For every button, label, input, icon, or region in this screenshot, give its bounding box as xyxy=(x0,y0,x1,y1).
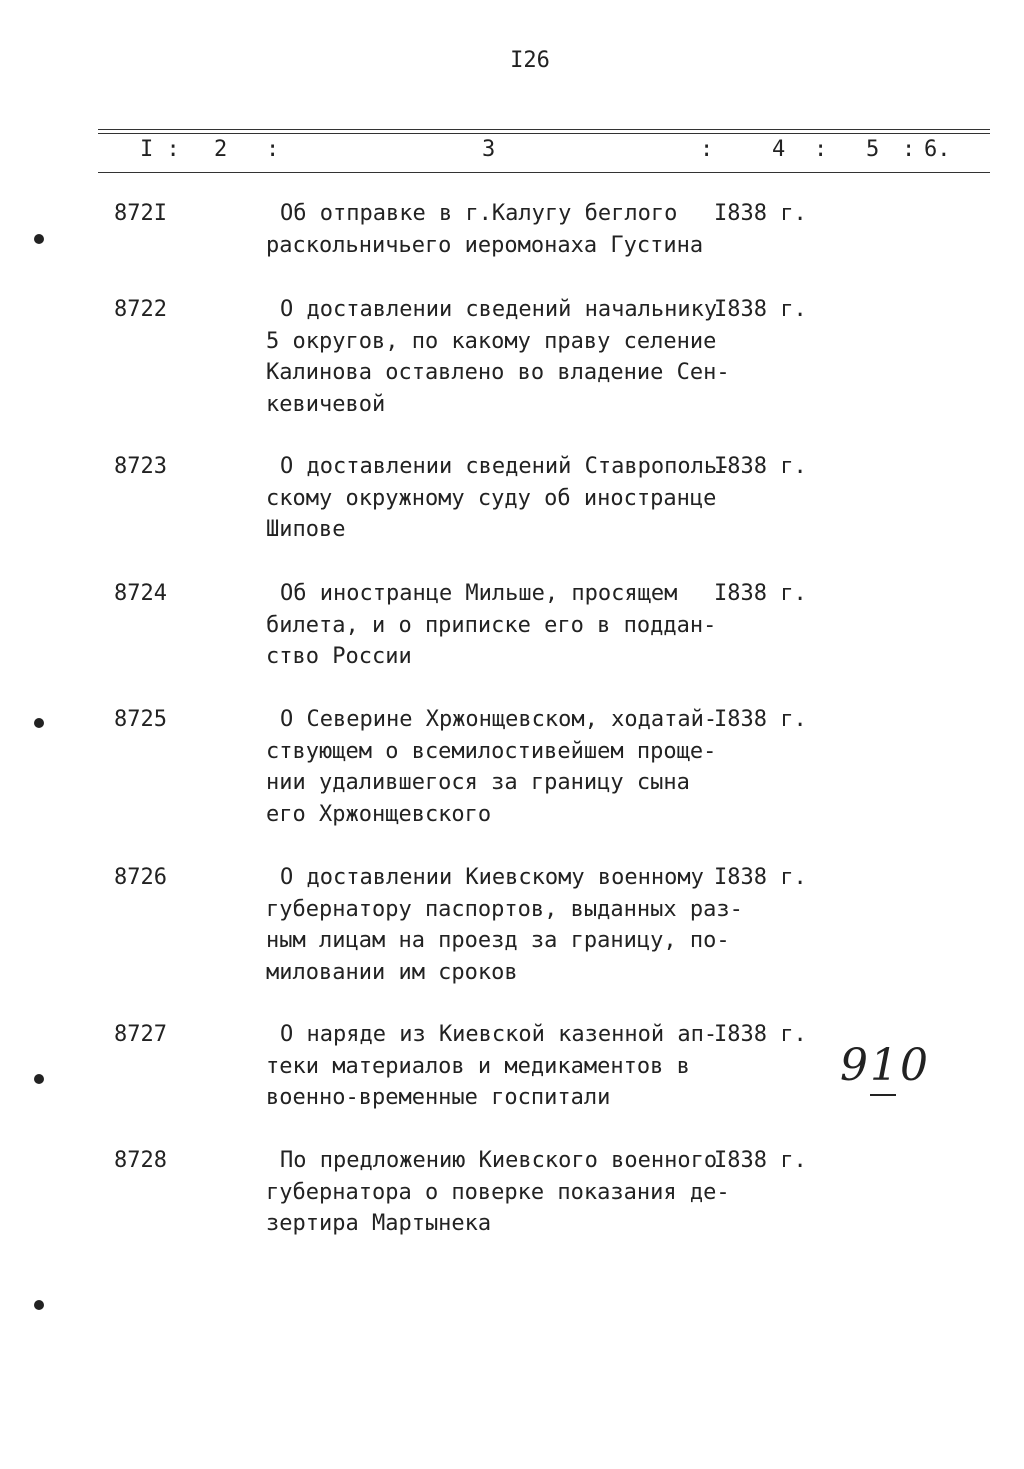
entry-year: I838 г. xyxy=(714,865,807,890)
header-col-3-sep: : xyxy=(700,137,714,162)
entry-title xyxy=(266,578,726,673)
handwritten-annotation xyxy=(840,1040,930,1091)
binder-hole-mark xyxy=(34,718,44,728)
entry-year: I838 г. xyxy=(714,454,807,479)
entry-title-line: О наряде из Киевской казенной ап- xyxy=(280,1022,718,1047)
entry-title-line: губернатора о поверке показания де- xyxy=(266,1179,730,1205)
header-col-2-sep: : xyxy=(266,137,280,162)
entry-title-line: Калинова оставлено во владение Сен- xyxy=(266,360,730,385)
entry-title-line: О доставлении сведений начальнику xyxy=(280,297,718,322)
entry-title xyxy=(266,198,726,261)
header-col-3: 3 xyxy=(482,137,496,162)
entry-title-line: теки материалов и медикаментов в xyxy=(266,1053,690,1079)
entry-title xyxy=(266,1145,730,1240)
entry-title-line: ным лицам на проезд за границу, по- xyxy=(266,928,730,953)
header-bottom-rule xyxy=(98,172,990,173)
entry-year: I838 г. xyxy=(714,1148,807,1173)
entry-id: 8727 xyxy=(114,1022,167,1047)
header-col-1: I : xyxy=(140,137,180,162)
entry-title-line: Об отправке в г.Калугу беглого xyxy=(280,201,678,226)
header-col-5: 5 xyxy=(866,137,880,162)
entry-title-line: губернатору паспортов, выданных раз- xyxy=(266,896,743,922)
entry-id: 8724 xyxy=(114,581,167,606)
entry-year: I838 г. xyxy=(714,297,807,322)
annotation-underline xyxy=(870,1094,896,1096)
entry-id: 8723 xyxy=(114,454,167,479)
page-number: I26 xyxy=(510,48,550,73)
header-col-5-sep: : xyxy=(902,137,916,162)
entry-title-line: Шипове xyxy=(266,517,346,542)
entry-title-line: его Хржонщевского xyxy=(266,801,492,827)
entry-id: 872I xyxy=(114,201,167,226)
entry-title-line: 5 округов, по какому праву селение xyxy=(266,328,717,354)
header-col-4: 4 xyxy=(772,137,786,162)
entry-title xyxy=(266,1019,726,1114)
entry-title-line: О Северине Хржонщевском, ходатай- xyxy=(280,707,718,732)
entry-title-line: По предложению Киевского военного xyxy=(280,1148,718,1173)
entry-year: I838 г. xyxy=(714,201,807,226)
entry-title-line: нии удалившегося за границу сына xyxy=(266,770,690,795)
binder-hole-mark xyxy=(34,1300,44,1310)
entry-title xyxy=(266,451,731,546)
entry-title-line: миловании им сроков xyxy=(266,959,518,985)
entry-title-line: скому окружному суду об иностранце xyxy=(266,485,717,511)
entry-id: 8728 xyxy=(114,1148,167,1173)
entry-title-line: ство России xyxy=(266,644,412,669)
entry-title-line: О доставлении сведений Ставрополь- xyxy=(280,454,731,479)
entry-title xyxy=(266,862,743,988)
entry-title-line: ствующем о всемилостивейшем проще- xyxy=(266,738,717,764)
entry-title-line: зертира Мартынека xyxy=(266,1211,492,1236)
binder-hole-mark xyxy=(34,1074,44,1084)
entry-title-line: Об иностранце Мильше, просящем xyxy=(280,581,678,606)
entry-year: I838 г. xyxy=(714,707,807,732)
header-col-4-sep: : xyxy=(814,137,828,162)
entry-title-line: О доставлении Киевскому военному xyxy=(280,865,704,890)
header-top-rule xyxy=(98,129,990,130)
entry-id: 8725 xyxy=(114,707,167,732)
header-top-rule-2 xyxy=(98,133,990,134)
annotation-text: 910 xyxy=(840,1040,930,1091)
entry-title xyxy=(266,294,730,420)
entry-title-line: кевичевой xyxy=(266,391,386,417)
header-col-6: 6. xyxy=(924,137,951,162)
header-col-2: 2 xyxy=(214,137,228,162)
entry-title xyxy=(266,704,726,830)
entry-id: 8726 xyxy=(114,865,167,890)
entry-id: 8722 xyxy=(114,297,167,322)
binder-hole-mark xyxy=(34,234,44,244)
entry-year: I838 г. xyxy=(714,1022,807,1047)
entry-year: I838 г. xyxy=(714,581,807,606)
entry-title-line: раскольничьего иеромонаха Густина xyxy=(266,232,704,258)
entry-title-line: военно-временные госпитали xyxy=(266,1085,611,1110)
entry-title-line: билета, и о приписке его в поддан- xyxy=(266,612,717,638)
